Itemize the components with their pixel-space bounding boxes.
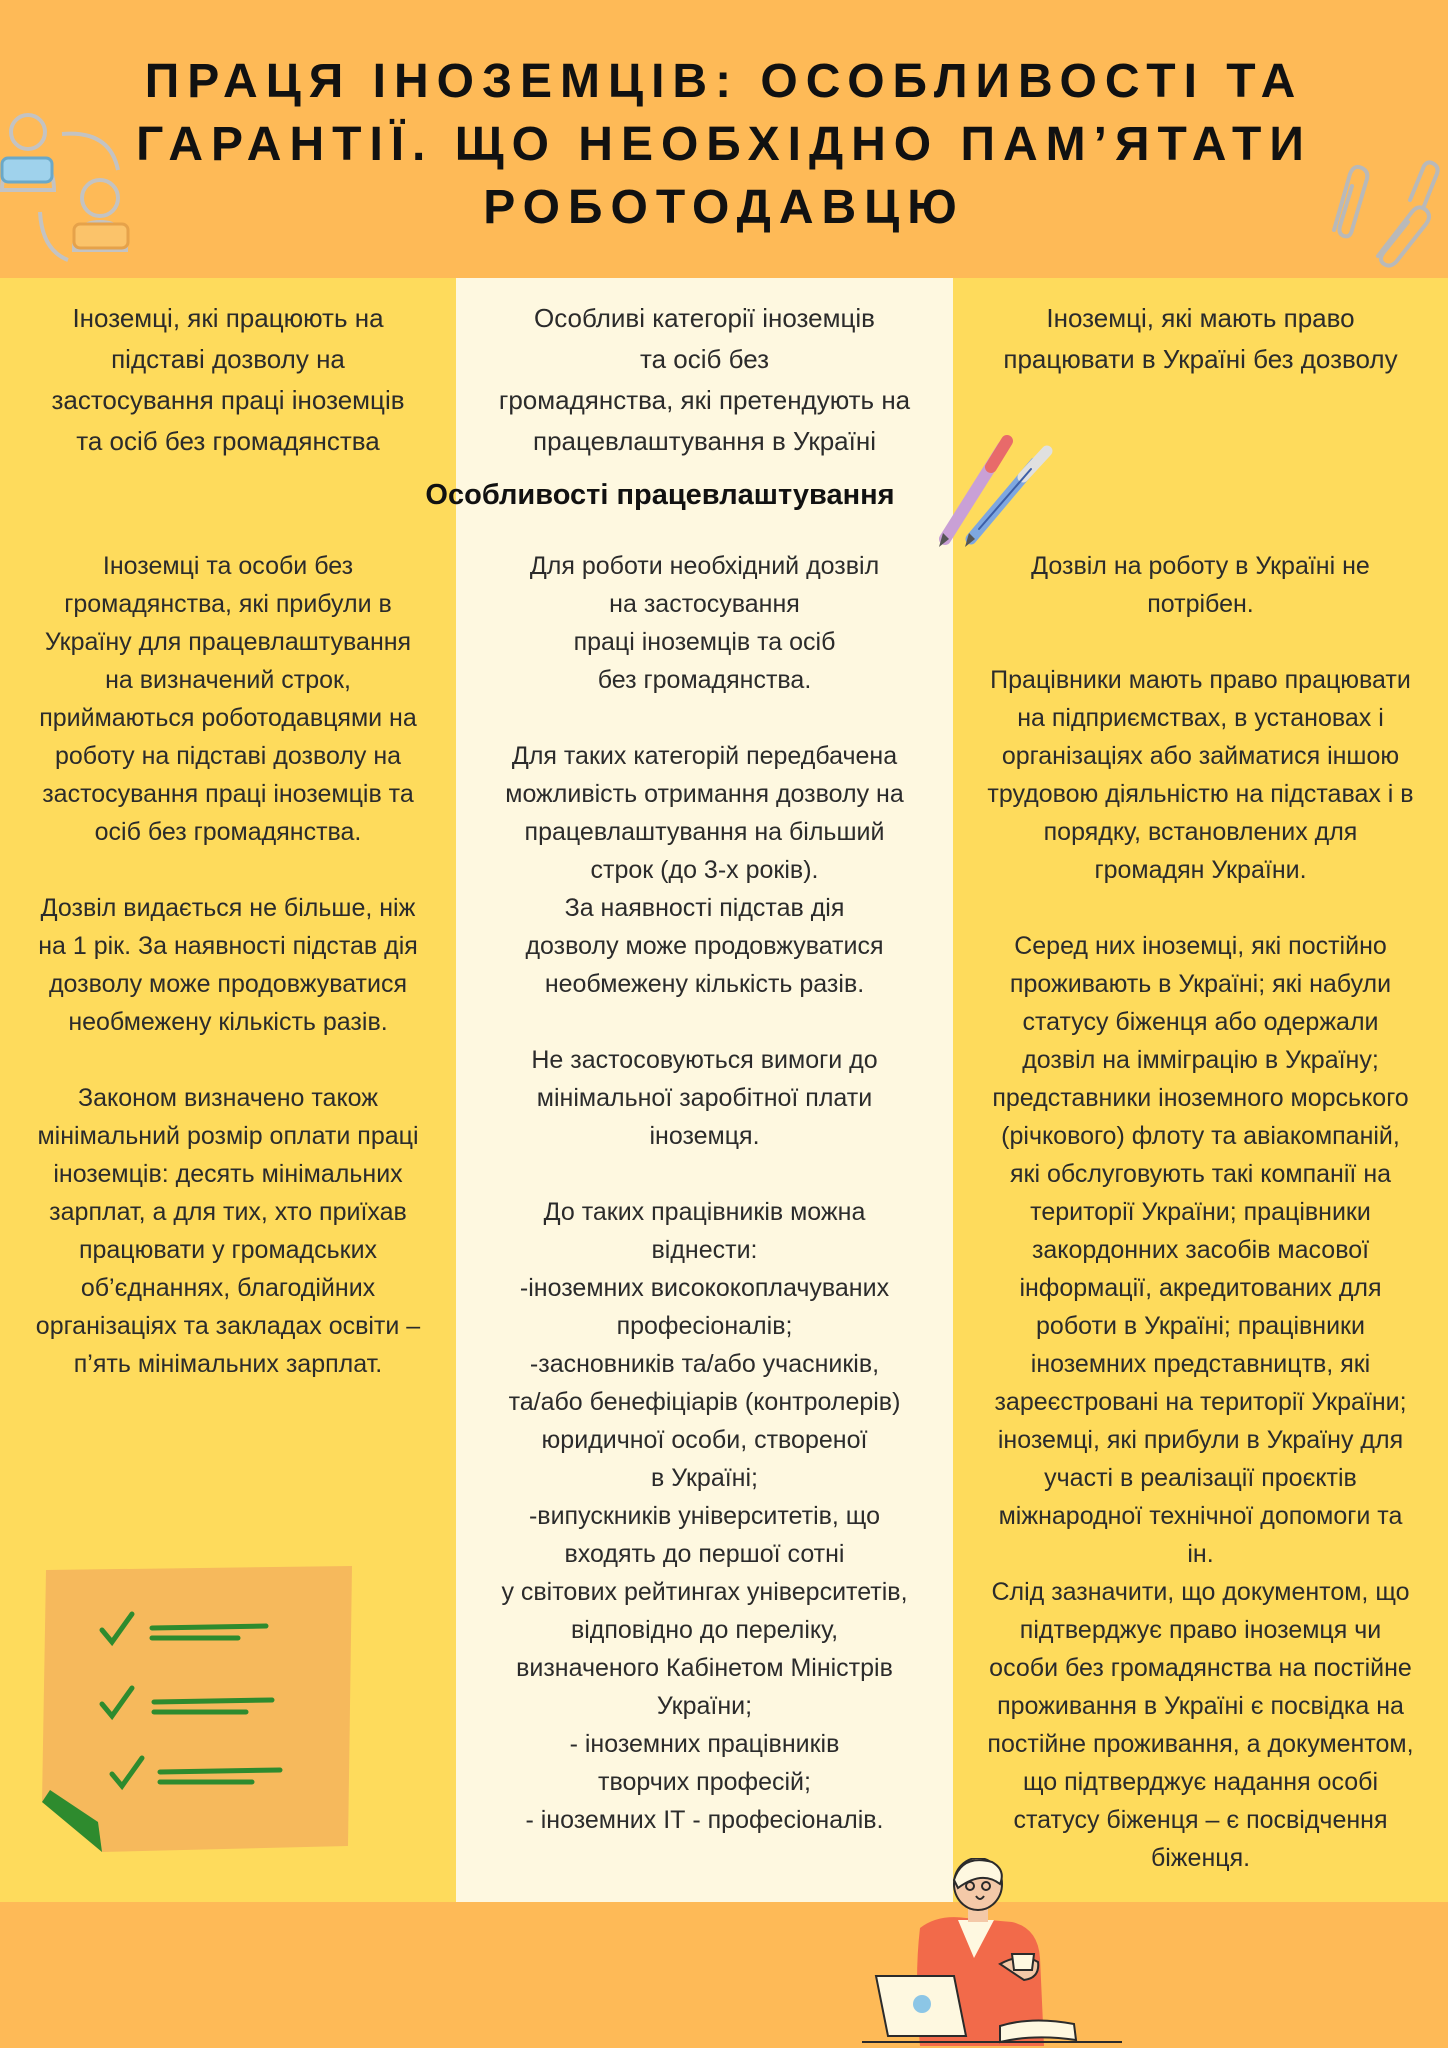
text-line: постійне проживання, а документом, [987, 1730, 1414, 1758]
text-line: на підприємствах, в установах і [1017, 704, 1384, 732]
paper-clips-icon [1320, 160, 1445, 270]
text-line: інформації, акредитованих для [1019, 1274, 1382, 1302]
text-line [456, 699, 953, 737]
text-line: необмежену кількість разів. [544, 970, 865, 998]
text-line: працевлаштування на більший [524, 818, 885, 846]
text-line: - іноземних працівників [569, 1730, 840, 1758]
text-line: -засновників та/або учасників, [529, 1350, 880, 1378]
text-line: проживають в Україні; які набули [1009, 970, 1392, 998]
text-line: роботу на підставі дозволу на [54, 742, 402, 770]
right-column-body [953, 547, 1448, 1877]
text-line: працювати в Україні без дозволу [1003, 344, 1398, 374]
text-line: ін. [1187, 1540, 1214, 1568]
text-line: підставі дозволу на [111, 344, 345, 374]
text-line: (річкового) флоту та авіакомпаній, [1001, 1122, 1400, 1150]
page-title [0, 50, 1448, 239]
text-line: Слід зазначити, що документом, що [991, 1578, 1410, 1606]
text-line: громадянства, які претендують на [498, 385, 911, 415]
text-line: біженця. [1150, 1844, 1251, 1872]
text-line: -випускників університетів, що [528, 1502, 880, 1530]
text-line: застосування праці іноземців та [42, 780, 414, 808]
text-line: строк (до 3-х років). [590, 856, 819, 884]
text-line: професіоналів; [616, 1312, 793, 1340]
text-line: застосування праці іноземців [51, 385, 405, 415]
text-line: статусу біженця або одержали [1022, 1008, 1379, 1036]
people-exchange-icon [0, 100, 150, 270]
text-line: осіб без громадянства. [94, 818, 362, 846]
middle-column-category [456, 298, 953, 462]
text-line: об’єднаннях, благодійних [80, 1274, 376, 1302]
text-line [0, 1041, 456, 1079]
text-line: організаціях та закладах освіти – [35, 1312, 421, 1340]
text-line: дозволу може продовжуватися [525, 932, 884, 960]
text-line: у світових рейтингах університетів, [501, 1578, 908, 1606]
text-line: можливість отримання дозволу на [505, 780, 904, 808]
title-line: ПРАЦЯ ІНОЗЕМЦІВ: ОСОБЛИВОСТІ ТА [144, 55, 1304, 108]
text-line: міжнародної технічної допомоги та [998, 1502, 1403, 1530]
text-line: мінімальної заробітної плати [536, 1084, 873, 1112]
text-line: підтверджує право іноземця чи [1019, 1616, 1382, 1644]
text-line: До таких працівників можна [543, 1198, 866, 1226]
text-line [953, 889, 1448, 927]
text-line: Серед них іноземці, які постійно [1014, 932, 1387, 960]
text-line: потрібен. [1147, 590, 1254, 618]
text-line: на застосування [609, 590, 800, 618]
text-line: - іноземних ІТ - професіоналів. [525, 1806, 884, 1834]
left-column-category [0, 298, 456, 462]
text-line: Особливі категорії іноземців [534, 303, 875, 333]
text-line: участі в реалізації проєктів [1044, 1464, 1357, 1492]
text-line: Іноземці, які мають право [1046, 303, 1355, 333]
text-line: проживання в Україні є посвідка на [997, 1692, 1404, 1720]
text-line: Дозвіл на роботу в Україні не [1031, 552, 1370, 580]
text-line: іноземних представництв, які [1030, 1350, 1371, 1378]
text-line: та/або бенефіціарів (контролерів) [508, 1388, 901, 1416]
checklist-illustration [40, 1560, 360, 1855]
text-line: Для роботи необхідний дозвіл [529, 552, 880, 580]
title-line: ГАРАНТІЇ. ЩО НЕОБХІДНО ПАМ’ЯТАТИ [136, 118, 1312, 171]
text-line: в Україні; [651, 1464, 758, 1492]
text-line: необмежену кількість разів. [68, 1008, 388, 1036]
text-line: території України; працівники [1030, 1198, 1371, 1226]
text-line: приймаються роботодавцями на [39, 704, 417, 732]
text-line: особи без громадянства на постійне [989, 1654, 1412, 1682]
text-line: іноземці, які прибули в Україну для [997, 1426, 1404, 1454]
text-line: іноземця. [649, 1122, 760, 1150]
text-line: Працівники мають право працювати [990, 666, 1411, 694]
text-line: які обслуговують такі компанії на [1009, 1160, 1392, 1188]
text-line: -іноземних висококоплачуваних [519, 1274, 890, 1302]
text-line: входять до першої сотні [564, 1540, 845, 1568]
text-line: За наявності підстав дія [564, 894, 845, 922]
text-line: іноземців: десять мінімальних [53, 1160, 403, 1188]
text-line: дозвіл на імміграцію в Україну; [1022, 1046, 1379, 1074]
title-line: РОБОТОДАВЦЮ [483, 181, 965, 234]
text-line: що підтверджує надання особі [1022, 1768, 1379, 1796]
pens-icon [935, 435, 1060, 550]
text-line: порядку, встановлених для [1043, 818, 1358, 846]
text-line: Іноземці та особи без [102, 552, 354, 580]
text-line: зарплат, а для тих, хто приїхав [49, 1198, 407, 1226]
text-line: статусу біженця – є посвідчення [1013, 1806, 1388, 1834]
text-line: громадян України. [1094, 856, 1307, 884]
text-line: мінімальний розмір оплати праці [37, 1122, 419, 1150]
text-line: на визначений строк, [105, 666, 351, 694]
text-line [456, 1155, 953, 1193]
text-line: організаціях або займатися іншою [1001, 742, 1400, 770]
text-line: роботи в Україні; працівники [1036, 1312, 1365, 1340]
text-line: закордонних засобів масової [1031, 1236, 1370, 1264]
text-line: працювати у громадських [78, 1236, 378, 1264]
text-line: громадянства, які прибули в [64, 590, 392, 618]
right-column-category [953, 298, 1448, 380]
text-line: працевлаштування в Україні [532, 426, 876, 456]
text-line: праці іноземців та осіб [573, 628, 836, 656]
text-line [0, 851, 456, 889]
text-line: представники іноземного морського [992, 1084, 1409, 1112]
text-line: визначеного Кабінетом Міністрів [516, 1654, 893, 1682]
text-line: Законом визначено також [77, 1084, 379, 1112]
text-line: України; [656, 1692, 753, 1720]
text-line: без громадянства. [597, 666, 812, 694]
text-line: віднести: [651, 1236, 758, 1264]
left-column-body [0, 547, 456, 1383]
text-line: відповідно до переліку, [570, 1616, 839, 1644]
middle-column-body [456, 547, 953, 1839]
text-line: Не застосовуються вимоги до [531, 1046, 878, 1074]
text-line: п’ять мінімальних зарплат. [73, 1350, 383, 1378]
text-line: зареєстровані на території України; [994, 1388, 1407, 1416]
footer-band [0, 1902, 1448, 2048]
text-line: Для таких категорій передбачена [511, 742, 898, 770]
text-line: Іноземці, які працюють на [72, 303, 384, 333]
text-line: Україну для працевлаштування [44, 628, 412, 656]
text-line: та осіб без [639, 344, 770, 374]
text-line: Дозвіл видається не більше, ніж [40, 894, 416, 922]
text-line: та осіб без громадянства [76, 426, 380, 456]
text-line: на 1 рік. За наявності підстав дія [38, 932, 418, 960]
text-line: дозволу може продовжуватися [48, 970, 408, 998]
section-heading: Особливості працевлаштування [425, 479, 895, 511]
text-line: творчих професій; [598, 1768, 811, 1796]
text-line [456, 1003, 953, 1041]
man-with-laptop-illustration [862, 1858, 1122, 2046]
text-line [953, 623, 1448, 661]
text-line: юридичної особи, створеної [541, 1426, 868, 1454]
text-line: трудовою діяльністю на підставах і в [987, 780, 1414, 808]
